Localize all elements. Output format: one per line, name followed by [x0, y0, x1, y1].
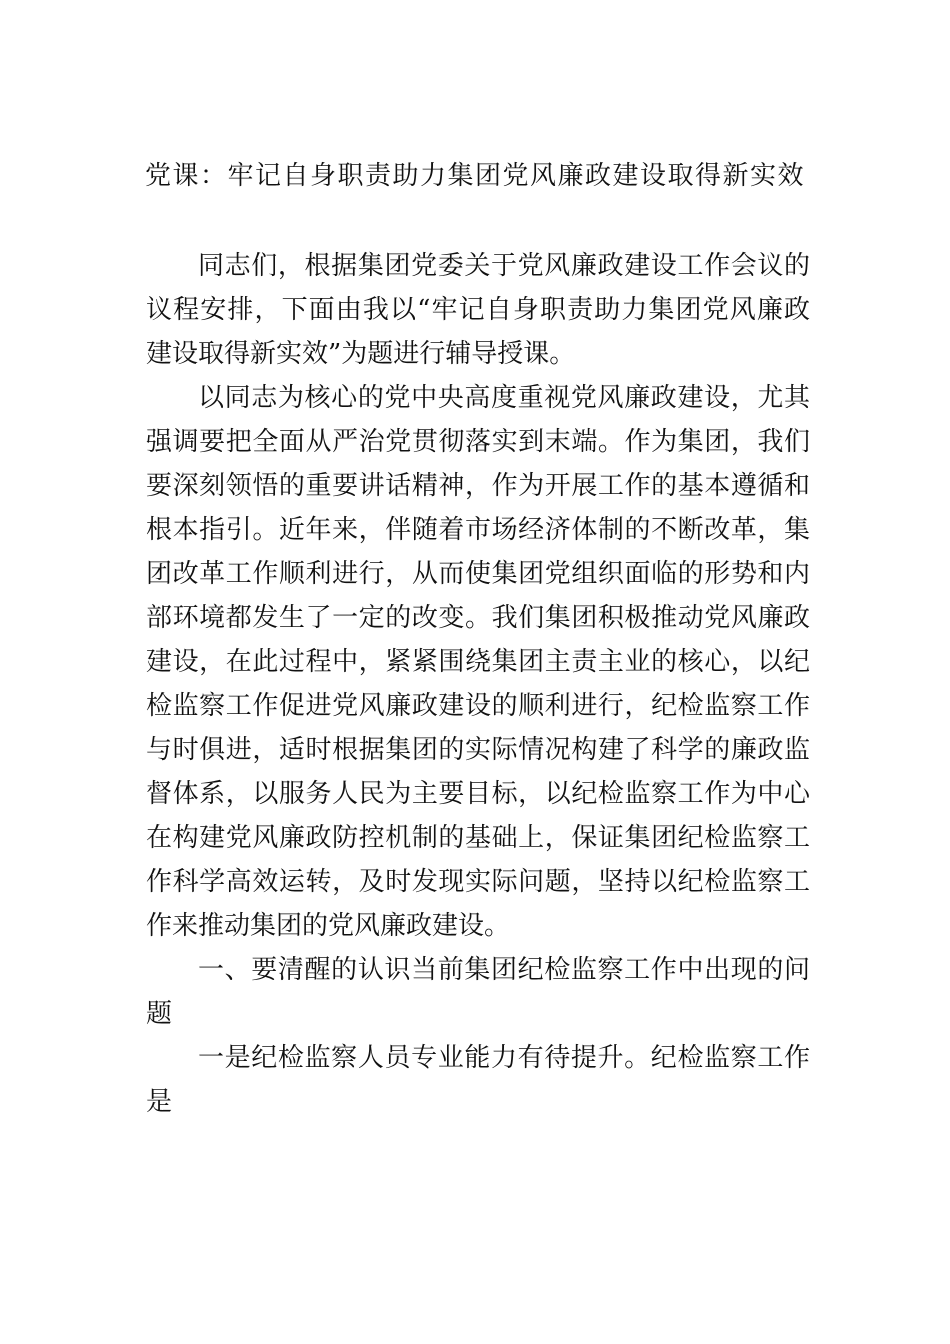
paragraph-2-line-12: 作科学高效运转，及时发现实际问题，坚持以纪检监察工 [146, 867, 810, 897]
paragraph-2-line-9: 与时俱进，适时根据集团的实际情况构建了科学的廉政监 [146, 735, 810, 765]
section-heading-line-2: 题 [146, 999, 173, 1029]
paragraph-1-line-1: 同志们，根据集团党委关于党风廉政建设工作会议的 [198, 251, 810, 281]
document-title: 党课：牢记自身职责助力集团党风廉政建设取得新实效 [144, 161, 805, 191]
paragraph-2-line-6: 部环境都发生了一定的改变。我们集团积极推动党风廉政 [146, 603, 810, 633]
paragraph-2-line-1: 以同志为核心的党中央高度重视党风廉政建设，尤其 [198, 383, 810, 413]
paragraph-2-line-8: 检监察工作促进党风廉政建设的顺利进行，纪检监察工作 [146, 691, 810, 721]
paragraph-2-line-3: 要深刻领悟的重要讲话精神，作为开展工作的基本遵循和 [146, 471, 810, 501]
paragraph-1-line-3: 建设取得新实效”为题进行辅导授课。 [146, 339, 576, 369]
paragraph-2-line-5: 团改革工作顺利进行，从而使集团党组织面临的形势和内 [146, 559, 810, 589]
paragraph-2-line-2: 强调要把全面从严治党贯彻落实到末端。作为集团，我们 [146, 427, 810, 457]
paragraph-1-line-2: 议程安排，下面由我以“牢记自身职责助力集团党风廉政 [146, 295, 810, 325]
paragraph-2-line-7: 建设，在此过程中，紧紧围绕集团主责主业的核心，以纪 [146, 647, 810, 677]
paragraph-2-line-13: 作来推动集团的党风廉政建设。 [146, 911, 511, 941]
paragraph-3-line-1: 一是纪检监察人员专业能力有待提升。纪检监察工作 [198, 1043, 810, 1073]
paragraph-2-line-11: 在构建党风廉政防控机制的基础上，保证集团纪检监察工 [146, 823, 810, 853]
paragraph-3-line-2: 是 [146, 1087, 173, 1117]
paragraph-2-line-10: 督体系，以服务人民为主要目标，以纪检监察工作为中心 [146, 779, 810, 809]
section-heading-line-1: 一、要清醒的认识当前集团纪检监察工作中出现的问 [198, 955, 810, 985]
paragraph-2-line-4: 根本指引。近年来，伴随着市场经济体制的不断改革，集 [146, 515, 810, 545]
document-body [146, 244, 810, 1124]
